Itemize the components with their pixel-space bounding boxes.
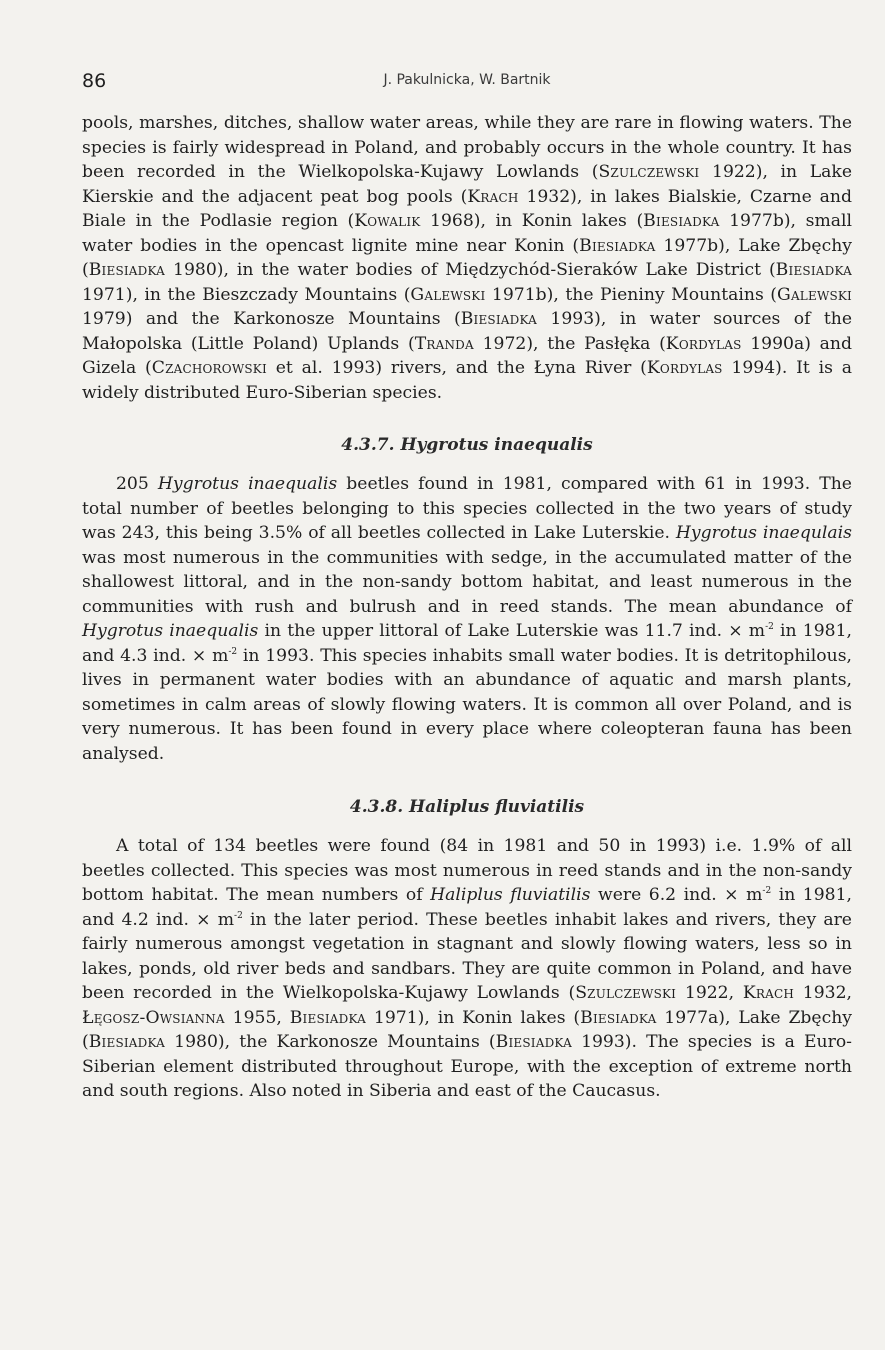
paragraph [82,472,852,766]
text-run: 1971), in Konin lakes ( [366,1007,581,1028]
author-citation: Biesiadka [88,1032,166,1052]
section-title: Hygrotus inaequalis [400,435,593,455]
superscript: -2 [234,910,243,921]
section-heading-hygrotus [82,433,852,457]
page-body [82,111,852,1104]
text-run: 1922), in Lake Kierskie and the adjacent peat bog pools ( [82,162,852,207]
text-run: 1980), in the water bodies of Międzychód-Sieraków Lake District ( [165,260,776,280]
superscript: -2 [228,646,238,657]
text-run: 1990a) and Gizela ( [82,333,852,378]
author-citation: Czachorowski [151,358,267,378]
text-run: 205 [116,474,158,494]
author-citation: Krach [467,186,519,207]
author-citation: Biesiadka [495,1032,572,1052]
text-run: in 1981, and 4.2 ind. × m [82,885,852,930]
author-citation: Galewski [777,284,852,305]
text-run: 1993), in water sources of the Małopolska (Little Poland) Uplands ( [82,309,852,354]
section-title: Haliplus fluviatilis [409,797,585,817]
section-heading-haliplus [82,795,852,819]
text-run: 1980), the Karkonosze Mountains ( [165,1032,496,1052]
author-citation: Biesiadka [460,309,538,329]
author-citation: Biesiadka [580,1007,657,1028]
author-citation: Kordylas [665,333,742,354]
text-run: 1922, [676,983,743,1003]
author-citation: Kordylas [646,358,723,378]
superscript: -2 [762,886,772,896]
text-run: 1977b), small water bodies in the opencast lignite mine near Konin ( [82,211,852,256]
text-run: 1993). The species is a Euro-Siberian element distributed throughout Europe, with the exception of extreme north and south regions. Also noted in Siberia and east of the Caucasus. [82,1032,852,1101]
page-header [82,70,852,94]
author-citation: Kowalik [354,211,421,231]
superscript: -2 [765,622,774,632]
text-run: 1932), in lakes Bialskie, Czarne and Biale in the Podlasie region ( [82,186,852,231]
text-run: et al. 1993) rivers, and the Łyna River ( [266,358,647,378]
text-run: 1979) and the Karkonosze Mountains ( [82,309,461,329]
author-citation: Biesiadka [775,260,852,280]
author-citation: Biesiadka [579,235,656,256]
text-run: 1968), in Konin lakes ( [420,211,644,231]
section-number: 4.3.8. [349,797,404,817]
text-run: 1971), in the Bieszczady Mountains ( [82,284,411,305]
paragraph [82,111,852,405]
author-citation: Biesiadka [643,211,720,231]
text-run: A total of 134 beetles were found (84 in 1981 and 50 in 1993) i.e. 1.9% of all beetles collected. This species was most numerous in reed stands and in the non-sandy bottom habitat. The mean numbers of [82,836,852,905]
text-run: beetles found in 1981, compared with 61 in 1993. The total number of beetles belonging to this species collected in the two years of study was 243, this being 3.5% of all beetles collected in Lake Luterskie. [82,474,852,543]
author-citation: Łęgosz-Owsianna [82,1007,225,1028]
text-run: in 1981, and 4.3 ind. × m [82,621,852,666]
text-run: pools, marshes, ditches, shallow water areas, while they are rare in flowing waters. The species is fairly widespread in Poland, and probably occurs in the whole country. It has been recorded in the Wielkopolska-Kujawy Lowlands ( [82,113,852,182]
author-citation: Biesiadka [88,260,166,280]
species-name: Haliplus fluviatilis [430,885,591,905]
text-run: in the upper littoral of Lake Luterskie was 11.7 ind. × m [258,621,766,641]
author-citation: Szulczewski [598,162,700,182]
species-name: Hygrotus inaequalis [157,474,338,494]
text-run: in 1993. This species inhabits small water bodies. It is detritophilous, lives in permanent water bodies with an abundance of aquatic and marsh plants, sometimes in calm areas of slowly flowing waters. It is common all over Poland, and is very numerous. It has been found in every place where coleopteran fauna has been analysed. [82,645,852,764]
text-run: 1971b), the Pieniny Mountains ( [485,284,778,305]
paragraph [82,834,852,1104]
section-number: 4.3.7. [341,435,395,455]
author-citation: Tranda [414,333,474,354]
text-run: was most numerous in the communities with sedge, in the accumulated matter of the shallowest littoral, and in the non-sandy bottom habitat, and least numerous in the communities with rush and bulrush and in reed stands. The mean abundance of [82,547,852,617]
page-number: 86 [82,70,107,92]
text-run: in the later period. These beetles inhabit lakes and rivers, they are fairly numerous amongst vegetation in stagnant and slowly flowing waters, less so in lakes, ponds, old river beds and sandbars. They are quite common in Poland, and have been recorded in the Wielkopolska-Kujawy Lowlands ( [82,909,852,1003]
text-run: 1972), the Pasłęka ( [473,333,666,354]
author-citation: Szulczewski [575,983,677,1003]
text-run: 1955, [224,1007,290,1028]
species-name: Hygrotus inaequlais [675,523,852,543]
text-run: were 6.2 ind. × m [590,885,763,905]
author-citation: Krach [742,983,795,1003]
text-run: 1977a), Lake Zbęchy ( [82,1007,852,1052]
author-citation: Galewski [410,284,486,305]
author-citation: Biesiadka [289,1007,367,1028]
species-name: Hygrotus inaequalis [82,621,259,641]
text-run: 1994). It is a widely distributed Euro-Siberian species. [82,358,852,403]
text-run: 1932, [794,983,853,1003]
running-head: J. Pakulnicka, W. Bartnik [383,72,551,88]
text-run: 1977b), Lake Zbęchy ( [82,235,853,280]
